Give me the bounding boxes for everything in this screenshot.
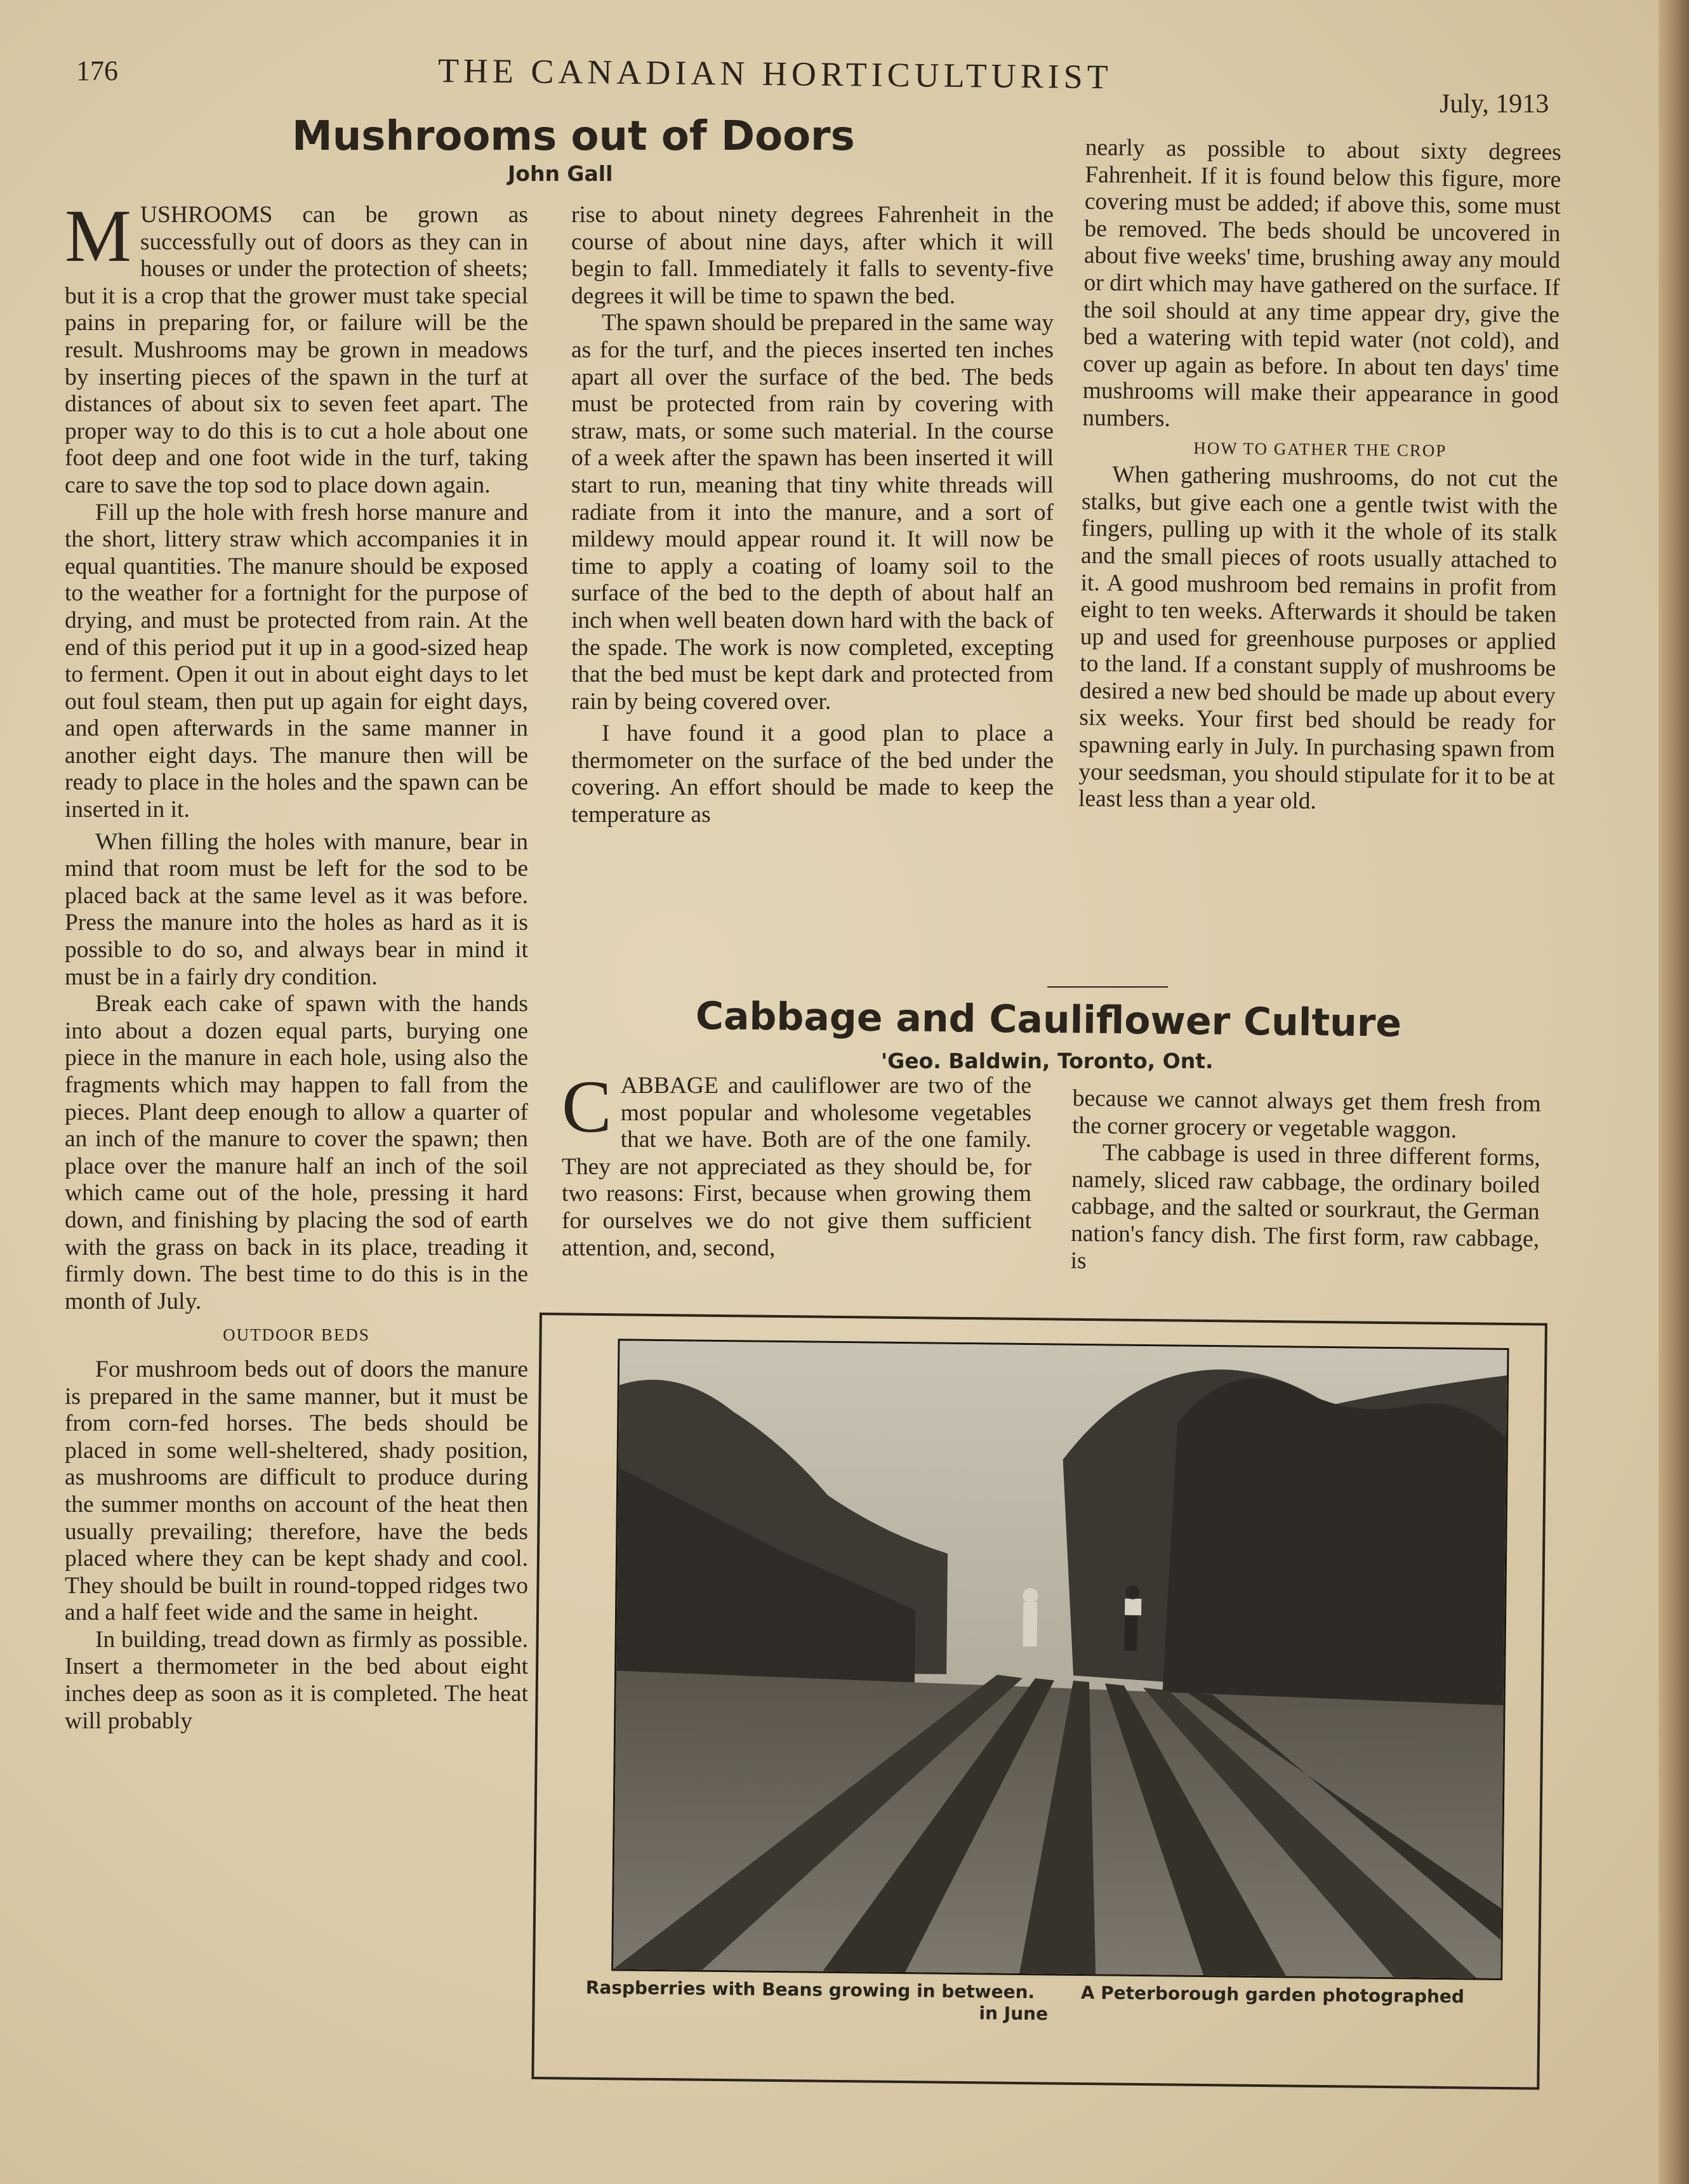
cabbage-column-1 bbox=[562, 1065, 1031, 1262]
paragraph: I have found it a good plan to place a thermometer on the surface of the bed under the covering. An effort should be made to keep the temperature as bbox=[571, 720, 1054, 828]
paragraph: When gathering mushrooms, do not cut the stalks, but give each one a gentle twist with the fingers, pulling up with it the whole of its stalk and the small pieces of roots usually attached to it. A good mushroom bed remains in profit from eight to ten weeks. Afterwards it should be taken up and used for greenhouse purposes or applied to the land. If a constant supply of mushrooms be desired a new bed should be made up about every six weeks. Your first bed should be ready for spawning early in July. In purchasing spawn from your seedsman, you should stipulate for it to be at least less than a year old. bbox=[1078, 461, 1558, 815]
photo-frame bbox=[531, 1313, 1547, 2090]
dropcap: C bbox=[562, 1065, 612, 1148]
mushrooms-column-2 bbox=[571, 202, 1054, 829]
paragraph: The cabbage is used in three different forms, namely, sliced raw cabbage, the ordinary boiled cabbage, and the salted or sourkraut, the German nation's fancy dish. The first form, raw cabbage, is bbox=[1070, 1139, 1540, 1274]
paragraph-text: ABBAGE and cauliflower are two of the most popular and wholesome vegetables that we have. Both are of the one family. They are not appreciated as they should be, for two reasons: First, because when growing them for ourselves we do not give them sufficient attention, and, second, bbox=[562, 1073, 1031, 1261]
article-separator-rule bbox=[1047, 986, 1168, 988]
paragraph: rise to about ninety degrees Fahrenheit in the course of about nine days, after which it will begin to fall. Immediately it falls to seventy-five degrees it will be time to spawn the bed. bbox=[571, 202, 1054, 309]
paragraph: nearly as possible to about sixty degrees Fahrenheit. If it is found below this figure, more covering must be added; if above this, some must be removed. The beds should be uncovered in about five weeks' time, brushing away any mould or dirt which may have gathered on the surface. If the soil should at any time appear dry, give the bed a watering with tepid water (not cold), and cover up again as before. In about ten days' time mushrooms will make their appearance in good numbers. bbox=[1082, 135, 1561, 432]
photo-caption-left: Raspberries with Beans growing in between. bbox=[585, 1976, 1035, 2003]
dropcap: M bbox=[65, 194, 131, 277]
mushrooms-column-3 bbox=[1078, 135, 1561, 818]
article-author-cabbage: 'Geo. Baldwin, Toronto, Ont. bbox=[881, 1049, 1214, 1073]
photo-caption-right: A Peterborough garden photographed bbox=[1080, 1982, 1465, 2008]
garden-photo-illustration bbox=[613, 1340, 1507, 1978]
subhead-gather-crop: HOW TO GATHER THE CROP bbox=[1193, 438, 1447, 460]
paragraph-text: USHROOMS can be grown as successfully out of doors as they can in houses or under the protection of sheets; but it is a crop that the grower must take special pains in preparing for, or failure will be the result. Mushrooms may be grown in meadows by inserting pieces of the spawn in the turf at distances of about six to seven feet apart. The proper way to do this is to cut a hole about one foot deep and one foot wide in the turf, taking care to save the top sod to place down again. bbox=[65, 202, 528, 498]
page-spine-edge bbox=[1659, 0, 1689, 2184]
page-number: 176 bbox=[76, 55, 118, 86]
paragraph bbox=[65, 194, 528, 500]
paragraph: because we cannot always get them fresh from the corner grocery or vegetable waggon. bbox=[1071, 1085, 1541, 1143]
paragraph: Fill up the hole with fresh horse manure and the short, littery straw which accompanies it in equal quantities. The manure should be exposed to the weather for a fortnight for the purpose of drying, and must be protected from rain. At the end of this period put it up in a good-sized heap to ferment. Open it out in about eight days to let out foul steam, then put up again for eight days, and open afterwards in the same manner in another eight days. The manure then will be ready to place in the holes and the spawn can be inserted in it. bbox=[65, 499, 528, 823]
photo-caption-left-second-line: in June bbox=[979, 2002, 1049, 2025]
article-title-cabbage: Cabbage and Cauliflower Culture bbox=[695, 994, 1402, 1046]
paragraph: The spawn should be prepared in the same way as for the turf, and the pieces inserted ten inches apart all over the surface of the bed. The beds must be protected from rain by covering with straw, mats, or some such material. In the course of a week after the spawn has been inserted it will start to run, meaning that tiny white threads will radiate from it into the manure, and a sort of mildewy mould appear round it. It will now be time to apply a coating of loamy soil to the surface of the bed to the depth of about half an inch when well beaten down hard with the back of the spade. The work is now completed, excepting that the bed must be kept dark and protected from rain by being covered over. bbox=[571, 310, 1054, 715]
magazine-title: THE CANADIAN HORTICULTURIST bbox=[437, 51, 1113, 96]
paragraph: Break each cake of spawn with the hands into about a dozen equal parts, burying one piece in the manure in each hole, using also the fragments which may happen to fall from the pieces. Plant deep enough to allow a quarter of an inch of the manure to cover the spawn; then place over the manure half an inch of the soil which came out of the hole, pressing it hard down, and finishing by placing the sod of earth with the grass on back in its place, treading it firmly down. The best time to do this is in the month of July. bbox=[65, 991, 528, 1314]
subhead-outdoor-beds: OUTDOOR BEDS bbox=[223, 1325, 370, 1345]
article-author-mushrooms: John Gall bbox=[508, 161, 613, 186]
garden-photograph bbox=[611, 1339, 1509, 1980]
cabbage-column-2 bbox=[1070, 1085, 1541, 1280]
issue-date: July, 1913 bbox=[1440, 89, 1549, 119]
paragraph: When filling the holes with manure, bear in mind that room must be left for the sod to be placed back at the same level as it was before. Press the manure into the holes as hard as it is possible to do so, and always bear in mind it must be in a fairly dry condition. bbox=[65, 828, 528, 990]
paragraph bbox=[562, 1065, 1031, 1262]
article-title-mushrooms: Mushrooms out of Doors bbox=[292, 113, 855, 160]
paragraph: For mushroom beds out of doors the manure is prepared in the same manner, but it must be from corn-fed horses. The beds should be placed in some well-sheltered, shady position, as mushrooms are difficult to produce during the summer months on account of the heat then usually prevailing; therefore, have the beds placed where they can be kept shady and cool. They should be built in round-topped ridges two and a half feet wide and the same in height. bbox=[65, 1356, 528, 1626]
mushrooms-column-1 bbox=[65, 194, 528, 1735]
paragraph: In building, tread down as firmly as possible. Insert a thermometer in the bed about eight inches deep as soon as it is completed. The heat will probably bbox=[65, 1626, 528, 1734]
